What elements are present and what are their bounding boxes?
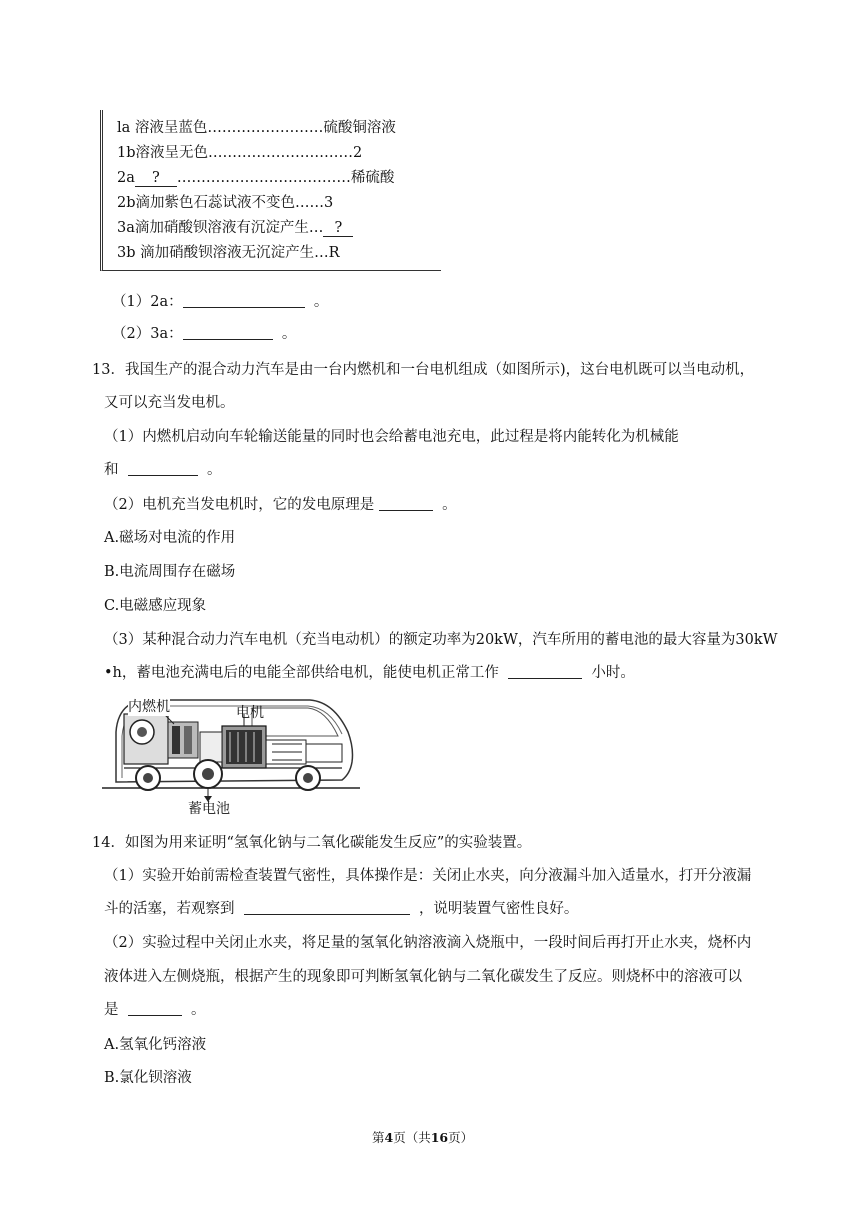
q12-sub1-answer-blank[interactable] [183,293,305,308]
q13-sub1-answer-blank[interactable] [128,461,198,476]
key-row-2b: 2b滴加紫色石蕊试液不变色……3 [117,195,334,211]
q14-sub1-line2 [104,899,578,919]
q13-sub2-text: （2）电机充当发电机时，它的发电原理是 [104,497,375,513]
q14-stem: 14．如图为用来证明“氢氧化钠与二氧化碳能发生反应”的实验装置。 [92,835,532,851]
key-row-2a-label: 2a [117,170,135,186]
key-row-3a-blank: ? [323,220,353,237]
figure-label-motor: 电机 [236,705,264,721]
q14-sub1-text: 斗的活塞，若观察到 [104,901,235,917]
key-row-1a: la 溶液呈蓝色……………………硫酸铜溶液 [117,120,396,136]
q13-sub1-and: 和 [104,462,119,478]
q14-sub2-line1: （2）实验过程中关闭止水夹，将足量的氢氧化钠溶液滴入烧瓶中，一段时间后再打开止水夹，烧杯内 [104,935,752,951]
q13-option-c: C.电磁感应现象 [104,598,207,614]
q12-sub1-end: 。 [313,294,329,310]
q12-sub2-end: 。 [281,326,297,342]
q12-sub1-label: （1）2a： [112,294,183,310]
q13-option-a: A.磁场对电流的作用 [104,530,236,546]
q13-sub1-end: 。 [206,462,222,478]
q14-sub2-line3 [104,1000,205,1020]
q14-sub2-is: 是 [104,1002,119,1018]
q14-sub1-line1: （1）实验开始前需检查装置气密性，具体操作是：关闭止水夹，向分液漏斗加入适量水，打开分液漏 [104,868,752,884]
q12-sub1 [112,292,328,312]
q13-sub2-end: 。 [442,497,457,513]
key-row-1b: 1b溶液呈无色…………………………2 [117,145,363,161]
q14-option-a: A.氢氧化钙溶液 [104,1037,207,1053]
key-row-2a-blank: ? [135,170,177,187]
footer-page-number: 4 [384,1130,394,1145]
key-row-3b: 3b 滴加硝酸钡溶液无沉淀产生…R [117,245,340,261]
key-row-3a [117,216,353,237]
q13-stem-line2: 又可以充当发电机。 [104,395,235,411]
q13-sub1-line1: （1）内燃机启动向车轮输送能量的同时也会给蓄电池充电，此过程是将内能转化为机械能 [104,429,679,445]
footer-mid: 页（共 [393,1130,431,1145]
q13-sub2 [104,495,457,515]
q14-sub1-end: ，说明装置气密性良好。 [418,901,579,917]
q13-sub3-text: •h，蓄电池充满电后的电能全部供给电机，能使电机正常工作 [104,665,499,681]
q14-sub2-end: 。 [190,1002,206,1018]
q13-sub2-answer-blank[interactable] [379,496,433,511]
footer-total-pages: 16 [430,1130,449,1145]
q13-sub3-end: 小时。 [591,665,635,681]
figure-label-battery: 蓄电池 [188,801,230,817]
footer-suffix: 页） [448,1130,474,1145]
hybrid-car-figure [102,692,360,818]
q13-sub3-line2 [104,663,635,683]
q14-sub1-answer-blank[interactable] [244,900,410,915]
q13-sub3-answer-blank[interactable] [508,664,582,679]
classification-key-table [100,110,441,271]
q14-sub2-line2: 液体进入左侧烧瓶，根据产生的现象即可判断氢氧化钠与二氧化碳发生了反应。则烧杯中的溶液可以 [104,969,742,985]
q13-stem-line1: 13．我国生产的混合动力汽车是由一台内燃机和一台电机组成（如图所示)，这台电机既可以当电动机， [92,362,755,378]
q12-sub2-answer-blank[interactable] [183,325,273,340]
q14-option-b: B.氯化钡溶液 [104,1070,192,1086]
key-row-2a-dots: ………………………………稀硫酸 [176,170,395,186]
q13-sub1-line2 [104,460,221,480]
key-row-2a [117,166,394,187]
q14-sub2-answer-blank[interactable] [128,1001,182,1016]
key-row-3a-label: 3a滴加硝酸钡溶液有沉淀产生… [117,220,324,236]
page-footer [372,1128,473,1146]
q12-sub2-label: （2）3a： [112,326,183,342]
q13-sub3-line1: （3）某种混合动力汽车电机（充当电动机）的额定功率为20kW，汽车所用的蓄电池的最大容量为30kW [104,632,778,648]
footer-prefix: 第 [372,1130,385,1145]
q13-option-b: B.电流周围存在磁场 [104,564,236,580]
figure-label-engine: 内燃机 [128,696,170,716]
q12-sub2 [112,324,296,344]
